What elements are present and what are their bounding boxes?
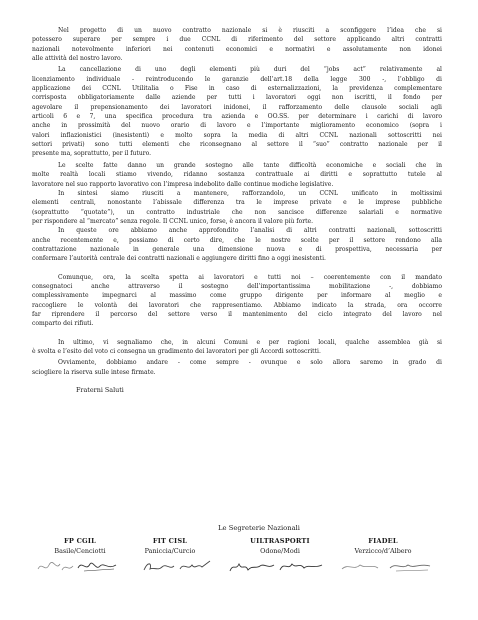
paragraph-line: articoli 6 e 7, una specifica procedura tra azienda e OO.SS. per determinare i carichi di lavoro xyxy=(32,113,442,121)
paragraph-line: è svolta e l’esito del voto ci consegna un gradimento dei lavoratori per gli Accordi sottoscritti. xyxy=(32,348,321,355)
paragraph-4 xyxy=(32,189,442,226)
paragraph-line: In queste ore abbiamo anche approfondito l’analisi di altri contratti nazionali, sottoscritti xyxy=(58,227,442,235)
signature-fp-cgil xyxy=(36,557,126,577)
paragraph-line: corrisposta obbligatoriamente dalle aziende per tutti i lavoratori oggi non iscritti, il fondo per xyxy=(32,94,442,102)
paragraph-line: In ultimo, vi segnaliamo che, in alcuni Comuni e per ragioni locali, qualche assemblea già si xyxy=(58,338,442,346)
signature-fiadel xyxy=(338,557,438,577)
closing-salutation: Fraterni Saluti xyxy=(76,386,124,395)
paragraph-line: anche in prossimità del nuovo orario di lavoro e l’importante miglioramento economico (sopra i xyxy=(32,122,442,130)
paragraph-2 xyxy=(32,65,442,158)
signatures-heading: Le Segreterie Nazionali xyxy=(218,524,300,532)
paragraph-line: Nel progetto di un nuovo contratto nazionale si è riusciti a sconfiggere l’idea che si xyxy=(58,27,442,34)
paragraph-line: In sintesi siamo riusciti a mantenere, rafforzandolo, un CCNL unificato in moltissimi xyxy=(58,189,442,197)
paragraph-line: potessero superare per sempre i due CCNL di riferimento del settore applicando altri contratti xyxy=(32,36,442,44)
paragraph-line: sciogliere la riserva sulle intese firmate. xyxy=(32,368,156,376)
paragraph-line: settori privati) sono tutti elementi che riconsegnano al settore il “suo” contratto nazionale per il xyxy=(32,141,442,149)
paragraph-line: far riprendere il percorso del settore verso il mantenimento del ciclo integrato del lavoro nel xyxy=(32,310,442,318)
paragraph-line: contrattazione nazionale in generale una dimensione nuova e di prospettiva, necessaria per xyxy=(32,245,442,253)
letter-body xyxy=(32,26,442,394)
signature-uiltrasporti xyxy=(228,557,333,577)
paragraph-line: presente ma, soprattutto, per il futuro. xyxy=(32,150,152,158)
union-name: UILTRASPORTI xyxy=(250,537,310,545)
union-name: FIADEL xyxy=(368,537,398,545)
union-fit-cisl xyxy=(120,537,220,555)
paragraph-6 xyxy=(32,273,442,329)
paragraph-7 xyxy=(32,338,442,357)
paragraph-line: applicazione dei CCNL Utilitalia o Fise in caso di esternalizzazioni, la previdenza complementare xyxy=(32,85,442,93)
paragraph-line: complessivamente impegnarci al massimo come gruppo dirigente per informare al meglio e xyxy=(32,292,442,300)
paragraph-line: La cancellazione di uno degli elementi più duri del “jobs act” relativamente al xyxy=(58,66,442,74)
signature-fit-cisl xyxy=(140,557,220,577)
paragraph-line: valori inflazionistici (inesistenti) e molto sopra la media di altri CCNL nazionali sottoscritti nei xyxy=(32,131,442,139)
union-signatories: Verzicco/d’Albero xyxy=(354,547,412,555)
union-name: FIT CISL xyxy=(152,537,188,545)
paragraph-line: agevolare il prepensionamento dei lavoratori inidonei, il rafforzamento delle clausole sociali agli xyxy=(32,103,442,111)
paragraph-line: consegnatoci anche attraverso il sostegno dell’importantissima mobilitazione -, dobbiamo xyxy=(32,282,442,290)
paragraph-3 xyxy=(32,161,442,189)
paragraph-line: molte realtà locali stiamo vivendo, ridanno sostanza contrattuale ai diritti e soprattutto tutele al xyxy=(32,171,442,179)
union-uiltrasporti xyxy=(225,537,335,555)
paragraph-line: (soprattutto “quotate”), un contratto industriale che non sancisce differenze salariali e normative xyxy=(32,208,442,216)
paragraph-line: lavoratore nel suo rapporto lavorativo con l’impresa indebolito dalle continue modiche legislative. xyxy=(32,180,334,188)
union-name: FP CGIL xyxy=(64,537,96,545)
paragraph-line: nazionali notevolmente inferiori nei contenuti economici e normativi e assolutamente non idonei xyxy=(32,45,442,53)
union-fp-cgil xyxy=(40,537,120,555)
paragraph-line: elementi centrali, nonostante l’abissale differenza tra le imprese private e le imprese pubbliche xyxy=(32,199,442,207)
paragraph-line: Comunque, ora, la scelta spetta ai lavoratori e tutti noi – coerentemente con il mandato xyxy=(58,273,442,281)
union-fiadel xyxy=(333,537,433,555)
paragraph-line: licenziamento individuale - reintroducendo le garanzie dell’art.18 della legge 300 -, l’obbligo di xyxy=(32,75,442,83)
paragraph-line: Le scelte fatte danno un grande sostegno alle tante difficoltà economiche e sociali che in xyxy=(58,161,442,169)
paragraph-line: Ovviamente, dobbiamo andare - come sempre - ovunque e solo allora saremo in grado di xyxy=(58,359,442,367)
union-signatories: Paniccia/Curcio xyxy=(144,547,196,555)
union-signatories: Basile/Cenciotti xyxy=(54,547,106,555)
paragraph-8 xyxy=(32,358,442,377)
union-signatories: Odone/Modi xyxy=(260,547,300,555)
paragraph-1 xyxy=(32,26,442,63)
paragraph-line: per rispondere al “mercato” senza regole. Il CCNL unico, forse, è ancora il valore più forte. xyxy=(32,217,314,225)
signatures-block xyxy=(0,537,478,577)
paragraph-line: alle attività del nostro lavoro. xyxy=(32,55,123,63)
paragraph-line: raccogliere le volontà dei lavoratori che rappresentiamo. Abbiamo indicato la strada, ora occorre xyxy=(32,301,442,309)
paragraph-5 xyxy=(32,226,442,263)
paragraph-line: anche recentemente e, possiamo di certo dire, che le nostre scelte per il settore rendono alla xyxy=(32,236,442,244)
paragraph-line: confermare l’autorità centrale dei contratti nazionali e aggiungere diritti fino a oggi inesistenti. xyxy=(32,255,326,263)
paragraph-line: comparto dei rifiuti. xyxy=(32,320,94,328)
